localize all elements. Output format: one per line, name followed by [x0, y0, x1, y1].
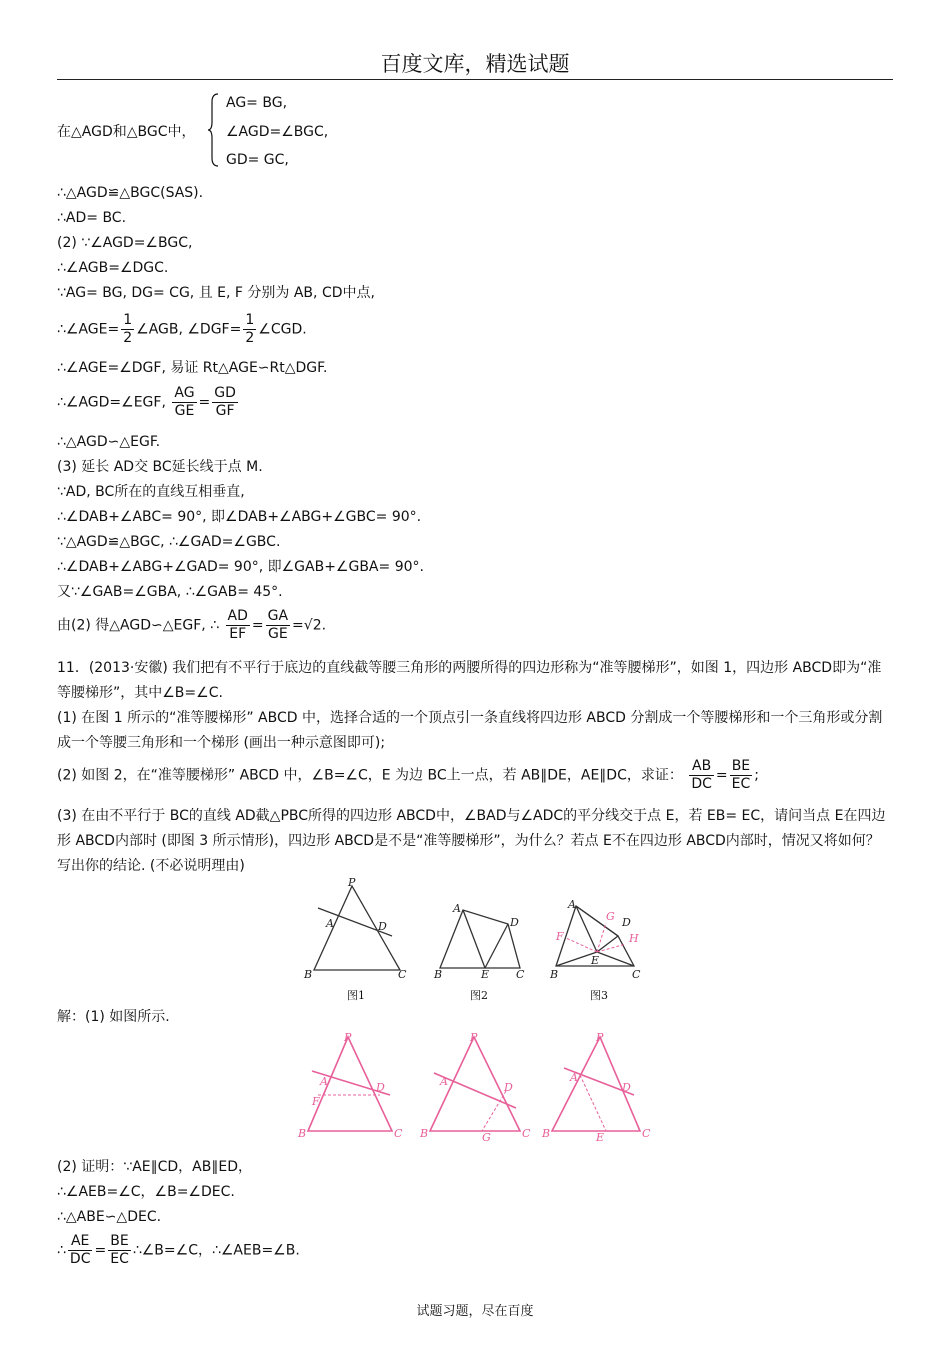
svg-text:P: P — [470, 1033, 478, 1044]
proof-line: ∴∠AGB=∠DGC. — [57, 260, 169, 276]
solution-line: (2) 证明：∵AE∥CD，AB∥ED， — [57, 1159, 252, 1175]
fraction — [121, 312, 134, 347]
proof-line: ∴∠DAB+∠ABC= 90°, 即∠DAB+∠ABG+∠GBC= 90°. — [57, 509, 422, 525]
figure-2 — [440, 910, 520, 968]
svg-text:A: A — [320, 1075, 328, 1088]
eq-text: ; — [754, 767, 759, 784]
svg-text:D: D — [510, 916, 519, 929]
svg-text:F: F — [556, 930, 564, 943]
problem-11-part3: (3) 在由不平行于 BC的直线 AD截△PBC所得的四边形 ABCD中，∠BAD与∠ADC的平分线交于点 E，若 EB= EC，请问当点 E在四边形 ABCD内部时 (即图 3 所示情形)，四边形 ABCD是不是“准等腰梯形”，为什么？若点 E不在四边形 ABCD内部时，情况又将如何？写出你的结论. (不必说明理由) — [57, 808, 886, 874]
solution-figures — [296, 1033, 656, 1143]
svg-text:G: G — [482, 1131, 491, 1143]
svg-text:D: D — [376, 1081, 385, 1094]
problem-figures — [300, 878, 650, 1003]
eq-text: ∴∠B=∠C，∴∠AEB=∠B. — [132, 1242, 300, 1259]
svg-text:C: C — [394, 1127, 403, 1140]
eq-text: ∠AGB, ∠DGF= — [136, 321, 242, 338]
svg-text:D: D — [378, 920, 387, 933]
fraction — [243, 312, 256, 347]
svg-text:D: D — [622, 1081, 631, 1094]
numerator: 1 — [123, 312, 133, 328]
numerator: BE — [730, 758, 753, 776]
fraction — [689, 758, 714, 793]
fraction — [172, 385, 196, 420]
denominator: DC — [69, 1251, 91, 1267]
denominator: EF — [229, 626, 247, 642]
eq-text: ∴ — [57, 1242, 66, 1259]
numerator: GA — [267, 608, 289, 624]
figure-caption: 图1 — [347, 989, 365, 1002]
proof-line: 又∵∠GAB=∠GBA, ∴∠GAB= 45°. — [57, 584, 283, 600]
denominator: GE — [174, 403, 195, 419]
svg-text:B: B — [298, 1127, 307, 1140]
problem-11-part2: (2) 如图 2，在“准等腰梯形” ABCD 中，∠B=∠C，E 为边 BC上一点，若 AB∥DE，AE∥DC，求证： $\frac{AB}{DC}$ = $\frac{BE}{EC}$ ; — [57, 758, 759, 792]
proof-line: ∵△AGD≌△BGC, ∴∠GAD=∠GBC. — [57, 534, 281, 550]
brace-line-3: GD= GC, — [226, 152, 289, 168]
denominator: 2 — [245, 330, 255, 346]
denominator: EC — [110, 1251, 129, 1267]
svg-text:B: B — [542, 1127, 551, 1140]
proof-line: ∴△AGD≌△BGC(SAS). — [57, 185, 204, 201]
eq-text: ∠CGD. — [258, 321, 307, 338]
svg-text:H: H — [629, 932, 639, 945]
denominator: 2 — [123, 330, 133, 346]
proof-line: ∵AG= BG, DG= CG, 且 E, F 分别为 AB, CD中点, — [57, 285, 375, 301]
fraction — [68, 1233, 93, 1268]
fraction — [730, 758, 753, 793]
fraction — [266, 608, 290, 643]
svg-text:A: A — [453, 902, 461, 915]
proof-line: ∴∠DAB+∠ABG+∠GAD= 90°, 即∠GAB+∠GBA= 90°. — [57, 559, 424, 575]
numerator: AG — [174, 385, 195, 401]
header-rule — [57, 79, 893, 80]
page-header: 百度文库，精选试题 — [380, 52, 570, 76]
svg-text:B: B — [434, 968, 443, 981]
svg-text:B: B — [550, 968, 559, 981]
fraction — [226, 608, 250, 643]
numerator: AD — [227, 608, 248, 624]
denominator: GF — [215, 403, 235, 419]
eq-text: 由(2) 得△AGD∽△EGF, ∴ — [57, 617, 220, 634]
svg-text:P: P — [596, 1033, 604, 1044]
svg-text:D: D — [504, 1081, 513, 1094]
svg-text:F: F — [312, 1095, 320, 1108]
eq-text: = — [198, 394, 211, 411]
eq-text: (2) 如图 2，在“准等腰梯形” ABCD 中，∠B=∠C，E 为边 BC上一点，若 AB∥DE，AE∥DC，求证： — [57, 767, 683, 784]
problem-11-part1: (1) 在图 1 所示的“准等腰梯形” ABCD 中，选择合适的一个顶点引一条直线将四边形 ABCD 分割成一个等腰梯形和一个三角形或分割成一个等腰三角形和一个梯形 (画出一种示意图即可); — [57, 710, 883, 751]
final-equation: 由(2) 得△AGD∽△EGF, ∴ $\frac{AD}{EF}$ = $\frac{GA}{GE}$ =√2. — [57, 608, 327, 642]
svg-text:B: B — [304, 968, 313, 981]
svg-text:C: C — [642, 1127, 651, 1140]
denominator: EC — [731, 776, 751, 792]
ratio-equation — [57, 385, 240, 420]
svg-text:A: A — [326, 917, 334, 930]
numerator: 1 — [245, 312, 255, 328]
brace-icon — [208, 92, 220, 168]
page-footer: 试题习题，尽在百度 — [416, 1304, 534, 1319]
svg-text:P: P — [344, 1033, 352, 1044]
numerator: AB — [689, 758, 714, 776]
proof-line: ∴AD= BC. — [57, 210, 127, 226]
problem-11-statement: 11．(2013·安徽) 我们把有不平行于底边的直线截等腰三角形的两腰所得的四边形称为“准等腰梯形”，如图 1，四边形 ABCD即为“准等腰梯形”，其中∠B=∠C. — [57, 660, 882, 701]
svg-text:E: E — [481, 968, 490, 981]
solution-final-equation: ∴ $\frac{AE}{DC}$ = $\frac{BE}{EC}$ ∴∠B=∠C，∴∠AEB=∠B. — [57, 1233, 300, 1267]
intro-line: 在△AGD和△BGC中， — [57, 124, 196, 140]
fraction — [212, 385, 238, 420]
brace-line-2: ∠AGD=∠BGC, — [226, 124, 329, 140]
svg-text:B: B — [420, 1127, 429, 1140]
solution-intro: 解：(1) 如图所示. — [57, 1009, 170, 1025]
svg-text:D: D — [622, 916, 631, 929]
proof-line: ∴∠AGE=∠DGF, 易证 Rt△AGE∽Rt△DGF. — [57, 360, 328, 376]
denominator: DC — [691, 776, 712, 792]
figure-caption: 图3 — [590, 989, 608, 1002]
svg-text:A: A — [568, 898, 576, 911]
brace-line-1: AG= BG, — [226, 95, 288, 111]
svg-text:A: A — [570, 1071, 578, 1084]
svg-text:A: A — [440, 1075, 448, 1088]
denominator: GE — [267, 626, 288, 642]
proof-line: (3) 延长 AD交 BC延长线于点 M. — [57, 459, 263, 475]
figure-caption: 图2 — [470, 989, 488, 1002]
numerator: AE — [68, 1233, 93, 1251]
numerator: GD — [214, 385, 236, 401]
proof-line: ∵AD, BC所在的直线互相垂直, — [57, 484, 245, 500]
svg-text:C: C — [398, 968, 407, 981]
svg-text:P: P — [348, 878, 356, 889]
solution-line: ∴△ABE∽△DEC. — [57, 1209, 162, 1225]
eq-text: =√2. — [292, 617, 327, 634]
svg-text:C: C — [522, 1127, 531, 1140]
proof-line: (2) ∵∠AGD=∠BGC, — [57, 235, 193, 251]
svg-text:C: C — [632, 968, 641, 981]
eq-text: ∴∠AGE= — [57, 321, 120, 338]
svg-text:G: G — [606, 910, 615, 923]
proof-line: ∴△AGD∽△EGF. — [57, 434, 161, 450]
fraction — [108, 1233, 131, 1268]
numerator: BE — [108, 1233, 131, 1251]
svg-text:C: C — [516, 968, 525, 981]
half-angle-equation — [57, 312, 307, 347]
solution-line: ∴∠AEB=∠C，∠B=∠DEC. — [57, 1184, 235, 1200]
eq-text: ∴∠AGD=∠EGF, — [57, 394, 166, 411]
svg-text:E: E — [591, 954, 600, 967]
svg-text:E: E — [596, 1131, 605, 1143]
